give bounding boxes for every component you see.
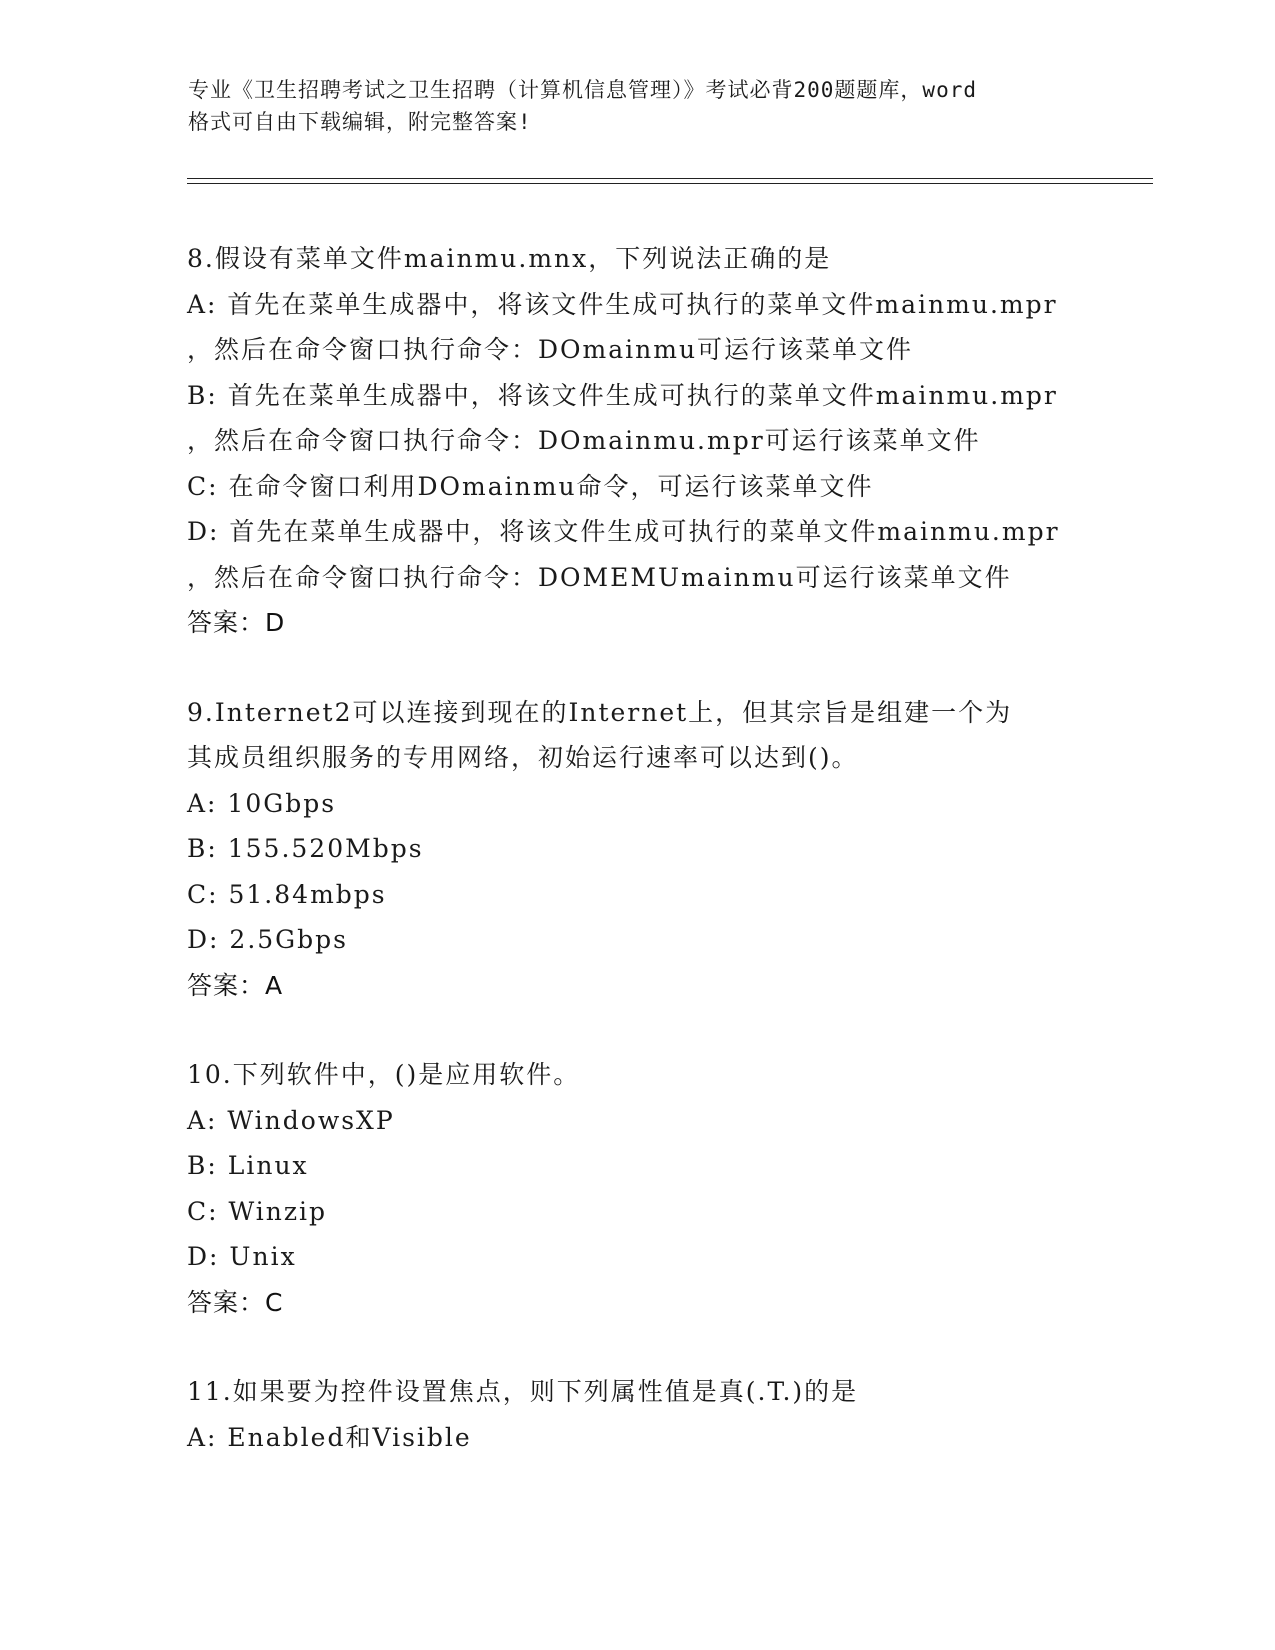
question-stem: 8.假设有菜单文件mainmu.mnx，下列说法正确的是	[187, 244, 832, 273]
question-9	[187, 690, 1087, 1009]
option-c: C: 51.84mbps	[187, 879, 387, 909]
option-a: A: WindowsXP	[187, 1105, 395, 1135]
header-divider-bottom	[187, 183, 1153, 184]
answer-label: 答案：A	[187, 970, 284, 1000]
question-10	[187, 1052, 1087, 1325]
question-stem: 11.如果要为控件设置焦点，则下列属性值是真(.T.)的是	[187, 1377, 859, 1406]
answer-label: 答案：C	[187, 1287, 284, 1317]
header-divider-top	[187, 178, 1153, 179]
option-b: B: 155.520Mbps	[187, 834, 424, 863]
answer-label: 答案：D	[187, 608, 286, 637]
option-b: B: Linux	[187, 1151, 309, 1180]
question-stem-continued: 其成员组织服务的专用网络，初始运行速率可以达到()。	[187, 743, 859, 772]
option-b-continued: ，然后在命令窗口执行命令：DOmainmu.mpr可运行该菜单文件	[187, 426, 981, 455]
question-8	[187, 236, 1087, 646]
option-d: D: 2.5Gbps	[187, 925, 348, 954]
document-header	[188, 74, 1088, 138]
option-c: C: 在命令窗口利用DOmainmu命令，可运行该菜单文件	[187, 471, 874, 501]
question-list	[187, 236, 1087, 1504]
header-line-1: 专业《卫生招聘考试之卫生招聘（计算机信息管理）》考试必背200题题库，word	[188, 78, 977, 102]
option-c: C: Winzip	[187, 1196, 328, 1226]
option-a: A: 首先在菜单生成器中，将该文件生成可执行的菜单文件mainmu.mpr	[187, 289, 1058, 319]
option-b: B: 首先在菜单生成器中，将该文件生成可执行的菜单文件mainmu.mpr	[187, 380, 1058, 410]
option-d: D: 首先在菜单生成器中，将该文件生成可执行的菜单文件mainmu.mpr	[187, 517, 1060, 546]
question-11	[187, 1369, 1087, 1460]
question-stem: 9.Internet2可以连接到现在的Internet上，但其宗旨是组建一个为	[187, 697, 1013, 727]
option-d: D: Unix	[187, 1242, 297, 1271]
question-stem: 10.下列软件中，()是应用软件。	[187, 1060, 581, 1089]
option-a: A: 10Gbps	[187, 788, 337, 818]
option-d-continued: ，然后在命令窗口执行命令：DOMEMUmainmu可运行该菜单文件	[187, 562, 1012, 592]
option-a: A: Enabled和Visible	[187, 1422, 472, 1452]
option-a-continued: ，然后在命令窗口执行命令：DOmainmu可运行该菜单文件	[187, 335, 914, 364]
header-line-2: 格式可自由下载编辑，附完整答案!	[188, 110, 532, 134]
